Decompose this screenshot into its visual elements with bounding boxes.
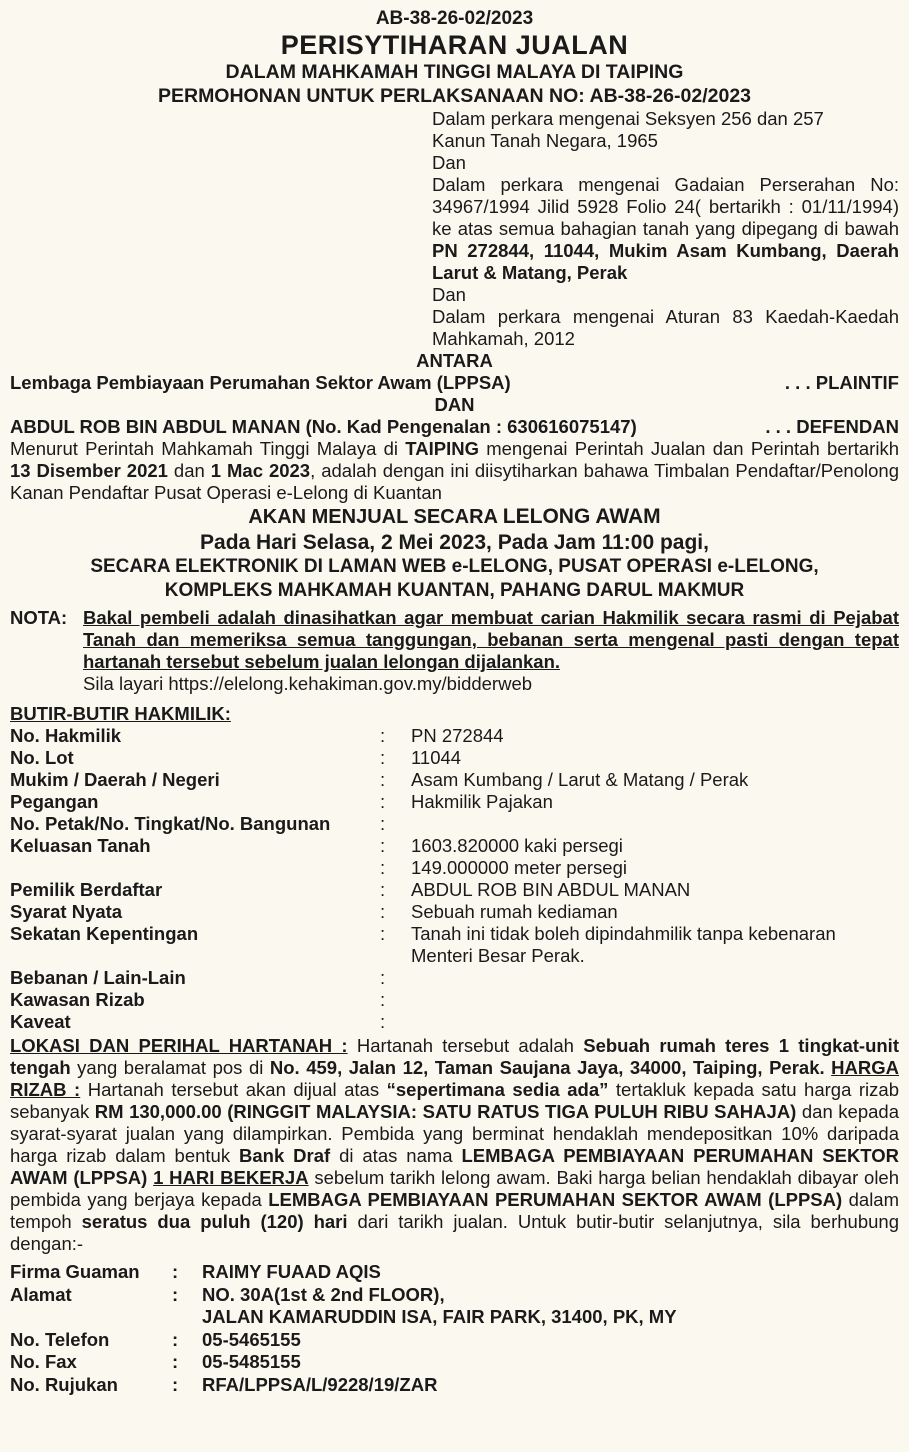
matter-dan-1: Dan xyxy=(432,152,466,173)
plaintiff-role: . . . PLAINTIF xyxy=(784,372,899,393)
order-date-2: 1 Mac 2023 xyxy=(210,460,311,481)
title-detail-row-value xyxy=(411,989,899,1011)
title-detail-row-label: No. Hakmilik xyxy=(10,725,122,746)
nota-warning: Bakal pembeli adalah dinasihatkan agar membuat carian Hakmilik secara rasmi di Pejabat Tanah dan memeriksa semua tanggungan, bebanan serta mengenal pasti dengan tepat hartanah tersebut sebelum jualan lelongan dijalankan. xyxy=(83,607,899,672)
defendant-role: . . . DEFENDAN xyxy=(765,416,899,437)
contact-row-colon: : xyxy=(172,1328,179,1350)
dan-label: DAN xyxy=(434,394,475,415)
title-detail-row-label: Kawasan Rizab xyxy=(10,989,145,1010)
contact-row xyxy=(10,1374,899,1397)
title-detail-row-colon: : xyxy=(380,725,386,746)
matter-line-2: Kanun Tanah Negara, 1965 xyxy=(432,130,658,151)
title-detail-row-label: Sekatan Kepentingan xyxy=(10,923,199,944)
notice-title: PERISYTIHARAN JUALAN xyxy=(280,30,629,60)
contact-row-value: RAIMY FUAAD AQIS xyxy=(202,1261,381,1282)
contact-row xyxy=(10,1329,899,1352)
title-detail-row-label: Pegangan xyxy=(10,791,99,812)
title-detail-row-value xyxy=(411,1011,899,1033)
desc-text: di atas nama xyxy=(330,1145,462,1166)
title-detail-row-colon: : xyxy=(380,923,386,944)
contact-row-value: JALAN KAMARUDDIN ISA, FAIR PARK, 31400, PK, MY xyxy=(202,1306,677,1327)
nota-block xyxy=(10,607,899,695)
title-detail-row-colon: : xyxy=(380,989,386,1010)
defendant-row xyxy=(10,416,899,438)
title-details-rows xyxy=(10,725,899,1033)
property-type: Sebuah rumah teres 1 tingkat-unit tengah xyxy=(10,1035,899,1078)
title-detail-row-label xyxy=(10,857,380,879)
title-detail-row-label: Pemilik Berdaftar xyxy=(10,879,163,900)
desc-text: dari tarikh jualan. Untuk butir-butir selanjutnya, sila berhubung dengan:- xyxy=(10,1211,899,1254)
order-text: , adalah dengan ini diisytiharkan bahawa Timbalan Pendaftar/Penolong Kanan Pendaftar Pusat Operasi e-Lelong di Kuantan xyxy=(10,460,899,503)
reserve-price-heading: HARGA RIZAB : xyxy=(10,1057,899,1100)
contact-row-value: NO. 30A(1st & 2nd FLOOR), xyxy=(202,1283,445,1305)
title-detail-row-value: 11044 xyxy=(411,747,462,768)
payee-name: LEMBAGA PEMBIAYAAN PERUMAHAN SEKTOR AWAM (LPPSA) xyxy=(10,1145,900,1188)
title-detail-row xyxy=(10,813,899,835)
charge-title: PN 272844, 11044, Mukim Asam Kumbang, Daerah Larut & Matang, Perak xyxy=(432,240,899,283)
contact-row-colon: : xyxy=(172,1373,179,1395)
title-detail-row xyxy=(10,967,899,989)
title-detail-row xyxy=(10,923,899,967)
title-detail-row-colon: : xyxy=(380,769,386,790)
desc-text: sebelum tarikh lelong awam. Baki harga belian hendaklah dibayar oleh pembida yang berjaya kepada xyxy=(10,1167,900,1210)
contact-row-value: 05-5465155 xyxy=(202,1328,301,1350)
contact-row xyxy=(10,1351,899,1374)
plaintiff-name: Lembaga Pembiayaan Perumahan Sektor Awam (LPPSA) xyxy=(10,372,511,393)
contact-row-colon: : xyxy=(172,1283,179,1305)
order-text: mengenai Perintah Jualan dan Perintah bertarikh xyxy=(478,438,899,459)
title-detail-row-label: No. Lot xyxy=(10,747,74,768)
title-detail-row-value: Hakmilik Pajakan xyxy=(411,791,553,812)
auction-venue-1: SECARA ELEKTRONIK DI LAMAN WEB e-LELONG, PUSAT OPERASI e-LELONG, xyxy=(90,556,819,577)
title-detail-row-colon: : xyxy=(380,1011,386,1032)
plaintiff-row xyxy=(10,372,899,394)
title-detail-row-label: Keluasan Tanah xyxy=(10,835,151,856)
title-detail-row xyxy=(10,1011,899,1033)
title-detail-row-colon: : xyxy=(380,813,386,834)
bank-draft: Bank Draf xyxy=(239,1145,331,1166)
order-text: Menurut Perintah Mahkamah Tinggi Malaya di xyxy=(10,438,406,459)
title-detail-row-value: PN 272844 xyxy=(411,725,504,746)
title-detail-row-value: Asam Kumbang / Larut & Matang / Perak xyxy=(411,769,749,790)
title-detail-row-colon: : xyxy=(380,967,386,988)
matter-rules: Dalam perkara mengenai Aturan 83 Kaedah-Kaedah Mahkamah, 2012 xyxy=(432,306,899,349)
contact-row xyxy=(10,1261,899,1284)
court-name: DALAM MAHKAMAH TINGGI MALAYA DI TAIPING xyxy=(225,61,684,83)
contact-details xyxy=(10,1261,899,1396)
title-detail-row-value: Sebuah rumah kediaman xyxy=(411,901,618,922)
title-detail-row-colon: : xyxy=(380,835,386,856)
title-detail-row xyxy=(10,879,899,901)
contact-row-label: Firma Guaman xyxy=(10,1261,140,1282)
auction-venue-2: KOMPLEKS MAHKAMAH KUANTAN, PAHANG DARUL MAKMUR xyxy=(164,580,745,601)
nota-label: NOTA: xyxy=(10,607,68,628)
desc-text: dalam tempoh xyxy=(10,1189,900,1232)
contact-row xyxy=(10,1306,899,1329)
antara-label: ANTARA xyxy=(416,350,493,371)
title-detail-row-colon: : xyxy=(380,747,386,768)
property-address: No. 459, Jalan 12, Taman Saujana Jaya, 34000, Taiping, Perak. xyxy=(269,1057,825,1078)
matter-block xyxy=(432,108,899,350)
contact-row-label: No. Rujukan xyxy=(10,1373,118,1395)
reserve-price: RM 130,000.00 (RINGGIT MALAYSIA: SATU RATUS TIGA PULUH RIBU SAHAJA) xyxy=(94,1101,797,1122)
title-detail-row-colon: : xyxy=(380,901,386,922)
desc-text: yang beralamat pos di xyxy=(70,1057,270,1078)
title-detail-row xyxy=(10,857,899,879)
order-paragraph xyxy=(10,438,899,504)
contact-row-label: No. Telefon xyxy=(10,1328,110,1350)
property-description xyxy=(10,1035,899,1255)
title-detail-row xyxy=(10,769,899,791)
title-detail-row-colon: : xyxy=(380,791,386,812)
title-detail-row xyxy=(10,791,899,813)
contact-row-colon: : xyxy=(172,1351,179,1372)
application-number: PERMOHONAN UNTUK PERLAKSANAAN NO: AB-38-26-02/2023 xyxy=(157,85,752,107)
location-heading: LOKASI DAN PERIHAL HARTANAH : xyxy=(10,1035,348,1056)
auction-heading-text: AKAN MENJUAL SECARA xyxy=(248,506,503,528)
deposit-deadline: 1 HARI BEKERJA xyxy=(153,1167,309,1188)
contact-row-value: RFA/LPPSA/L/9228/19/ZAR xyxy=(202,1373,438,1395)
as-is-clause: “sepertimana sedia ada” xyxy=(386,1079,609,1100)
payee-name: LEMBAGA PEMBIAYAAN PERUMAHAN SEKTOR AWAM (LPPSA) xyxy=(268,1189,843,1210)
contact-row-label xyxy=(10,1306,172,1329)
title-detail-row xyxy=(10,901,899,923)
matter-charge xyxy=(432,174,899,284)
order-date-1: 13 Disember 2021 xyxy=(10,460,168,481)
title-details xyxy=(10,703,899,1033)
desc-text: tertakluk kepada satu harga rizab sebanyak xyxy=(10,1079,899,1122)
contact-row-label: No. Fax xyxy=(10,1351,77,1372)
desc-text: Hartanah tersebut akan dijual atas xyxy=(80,1079,387,1100)
payment-period: seratus dua puluh (120) hari xyxy=(81,1211,348,1232)
title-detail-row-label: Bebanan / Lain-Lain xyxy=(10,967,186,988)
nota-website[interactable]: Sila layari https://elelong.kehakiman.gov.my/bidderweb xyxy=(83,673,533,694)
contact-row xyxy=(10,1284,899,1307)
order-court: TAIPING xyxy=(405,438,479,459)
title-detail-row-label: Mukim / Daerah / Negeri xyxy=(10,769,220,790)
title-detail-row-value: 149.000000 meter persegi xyxy=(411,857,627,878)
title-detail-row-value: 1603.820000 kaki persegi xyxy=(411,835,623,856)
contact-row-colon xyxy=(172,1306,202,1329)
contact-row-colon: : xyxy=(172,1261,179,1282)
title-details-heading: BUTIR-BUTIR HAKMILIK: xyxy=(10,703,231,724)
auction-type: LELONG AWAM xyxy=(502,505,661,528)
case-reference: AB-38-26-02/2023 xyxy=(375,8,534,29)
charge-text: Dalam perkara mengenai Gadaian Perserahan No: 34967/1994 Jilid 5928 Folio 24( bertarikh : 01/11/1994) ke atas semua bahagian tanah yang dipegang di bawah xyxy=(432,174,899,239)
contact-row-value: 05-5485155 xyxy=(202,1351,301,1372)
auction-date: Pada Hari Selasa, 2 Mei 2023, Pada Jam 11:00 pagi, xyxy=(200,531,709,554)
order-text: dan xyxy=(167,460,211,481)
title-detail-row-label: Kaveat xyxy=(10,1011,71,1032)
matter-dan-2: Dan xyxy=(432,284,466,305)
auction-heading xyxy=(10,504,899,530)
nota-body xyxy=(83,607,899,695)
matter-line-1: Dalam perkara mengenai Seksyen 256 dan 257 xyxy=(432,108,824,129)
desc-text: Hartanah tersebut adalah xyxy=(347,1035,584,1056)
defendant-name: ABDUL ROB BIN ABDUL MANAN (No. Kad Pengenalan : 630616075147) xyxy=(10,416,637,437)
title-detail-row-value xyxy=(411,813,899,835)
title-detail-row-value: ABDUL ROB BIN ABDUL MANAN xyxy=(411,879,691,900)
title-detail-row-colon: : xyxy=(380,857,386,878)
title-detail-row-label: Syarat Nyata xyxy=(10,901,123,922)
title-detail-row xyxy=(10,747,899,769)
title-detail-row-value xyxy=(411,967,899,989)
title-detail-row xyxy=(10,835,899,857)
contact-row-label: Alamat xyxy=(10,1283,72,1305)
title-detail-row-colon: : xyxy=(380,879,386,900)
desc-text: dan kepada syarat-syarat jualan yang dilampirkan. Pembida yang berminat hendaklah mendepositkan 10% daripada harga rizab dalam bentuk xyxy=(10,1101,899,1166)
title-detail-row xyxy=(10,725,899,747)
title-detail-row-label: No. Petak/No. Tingkat/No. Bangunan xyxy=(10,813,331,834)
title-detail-row-value: Tanah ini tidak boleh dipindahmilik tanpa kebenaran Menteri Besar Perak. xyxy=(411,923,836,966)
title-detail-row xyxy=(10,989,899,1011)
